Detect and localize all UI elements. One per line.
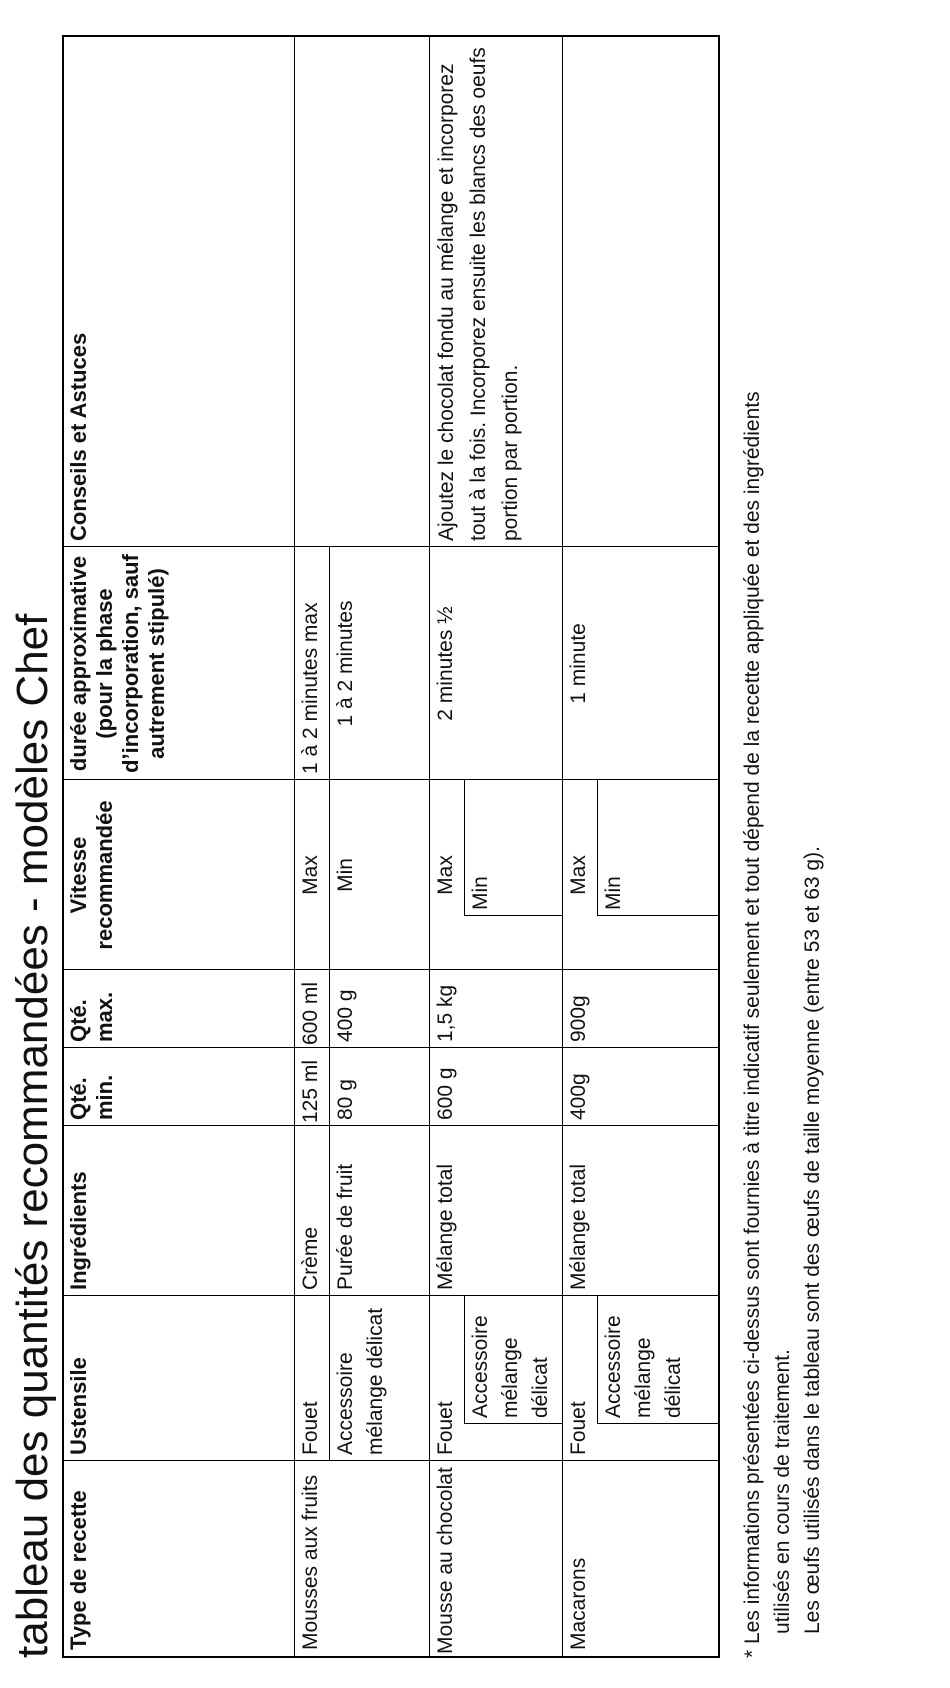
row2-duree: 2 minutes ½: [434, 606, 457, 721]
row1-duree-1: 1 à 2 minutes max: [299, 602, 322, 774]
rule-col-3: [64, 1125, 718, 1126]
row2-min: 600 g: [434, 1067, 457, 1120]
header-qte-min: Qté. min.: [66, 1074, 117, 1120]
rule-header-bottom: [294, 37, 295, 1656]
rule-row2-ustensile-indent: [464, 1423, 562, 1424]
rule-row3-ustensile-split: [597, 1296, 598, 1424]
rule-row2-ustensile-split: [464, 1296, 465, 1424]
row3-conseils: [562, 37, 718, 547]
row1-duree-2: 1 à 2 minutes: [334, 600, 357, 727]
row3-ingredient: Mélange total: [567, 1163, 590, 1290]
row1-ustensile-1: Fouet: [299, 1401, 322, 1455]
row2-vitesse-1: Max: [434, 855, 457, 895]
rule-row2-vitesse-split: [464, 780, 465, 916]
row1-vitesse-1: Max: [299, 855, 322, 895]
footnote-1: * Les informations présentées ci-dessus sont fournies à titre indicatif seulement et tout dépend de la recette appliquée et des ingrédients: [741, 391, 764, 1658]
quantities-table: [62, 35, 720, 1658]
rule-row3-ustensile-indent: [597, 1423, 718, 1424]
rule-row3-vitesse-split: [597, 780, 598, 916]
row3-vitesse-1: Max: [567, 855, 590, 895]
row1-max-1: 600 ml: [299, 981, 322, 1045]
row2-max: 1,5 kg: [434, 984, 457, 1042]
rule-col-6: [64, 779, 718, 780]
row3-ustensile-2: Accessoire mélange délicat: [602, 1315, 685, 1418]
rule-col-5: [64, 969, 718, 970]
rule-col-2: [64, 1295, 718, 1296]
rule-col-4: [64, 1047, 718, 1048]
row1-ingredient-1: Crème: [299, 1226, 322, 1290]
rule-row2-vitesse-indent: [464, 915, 562, 916]
header-ustensile: Ustensile: [66, 1357, 91, 1455]
row1-ingredient-2: Purée de fruit: [334, 1163, 357, 1290]
row1-min-2: 80 g: [334, 1079, 357, 1120]
row3-type: Macarons: [567, 1557, 590, 1650]
header-duree: durée approximative (pour la phase d’incorporation, sauf autrement stipulé): [66, 554, 169, 773]
footnotes: [738, 58, 828, 1658]
header-qte-max: Qté. max.: [66, 991, 117, 1042]
header-ingredients: Ingrédients: [66, 1171, 91, 1290]
rule-row2-bottom: [562, 37, 563, 1656]
row3-duree: 1 minute: [567, 623, 590, 704]
row2-ustensile-1: Fouet: [434, 1401, 457, 1455]
row1-conseils: [294, 37, 429, 547]
header-type: Type de recette: [66, 1490, 91, 1650]
page-title: tableau des quantités recommandées - modèles Chef: [8, 613, 57, 1658]
rule-col-7: [64, 546, 718, 547]
rule-row1-split: [329, 547, 330, 1461]
row1-vitesse-2: Min: [334, 858, 357, 892]
row1-ustensile-2: Accessoire mélange délicat: [334, 1307, 387, 1455]
footnote-2: Les œufs utilisés dans le tableau sont des œufs de taille moyenne (entre 53 et 63 g).: [801, 846, 824, 1634]
header-vitesse: Vitesse recommandée: [66, 800, 117, 950]
row3-max: 900g: [567, 995, 590, 1042]
row2-conseils: Ajoutez le chocolat fondu au mélange et incorporez tout à la fois. Incorporez ensuite les blancs des oeufs portion par portion.: [435, 47, 522, 541]
rule-row3-vitesse-indent: [597, 915, 718, 916]
row3-ustensile-1: Fouet: [567, 1401, 590, 1455]
rule-row1-bottom: [429, 37, 430, 1656]
row2-type: Mousse au chocolat: [434, 1467, 457, 1654]
row3-min: 400g: [567, 1073, 590, 1120]
row1-max-2: 400 g: [334, 989, 357, 1042]
row2-vitesse-2: Min: [469, 876, 492, 910]
header-conseils: Conseils et Astuces: [66, 332, 91, 541]
row2-ustensile-2: Accessoire mélange délicat: [469, 1315, 552, 1418]
footnote-1-cont: utilisés en cours de traitement.: [771, 1349, 794, 1634]
row2-ingredient: Mélange total: [434, 1163, 457, 1290]
row3-vitesse-2: Min: [602, 876, 625, 910]
row1-min-1: 125 ml: [299, 1059, 322, 1123]
rule-col-1: [64, 1460, 718, 1461]
row1-type: Mousses aux fruits: [299, 1474, 322, 1650]
